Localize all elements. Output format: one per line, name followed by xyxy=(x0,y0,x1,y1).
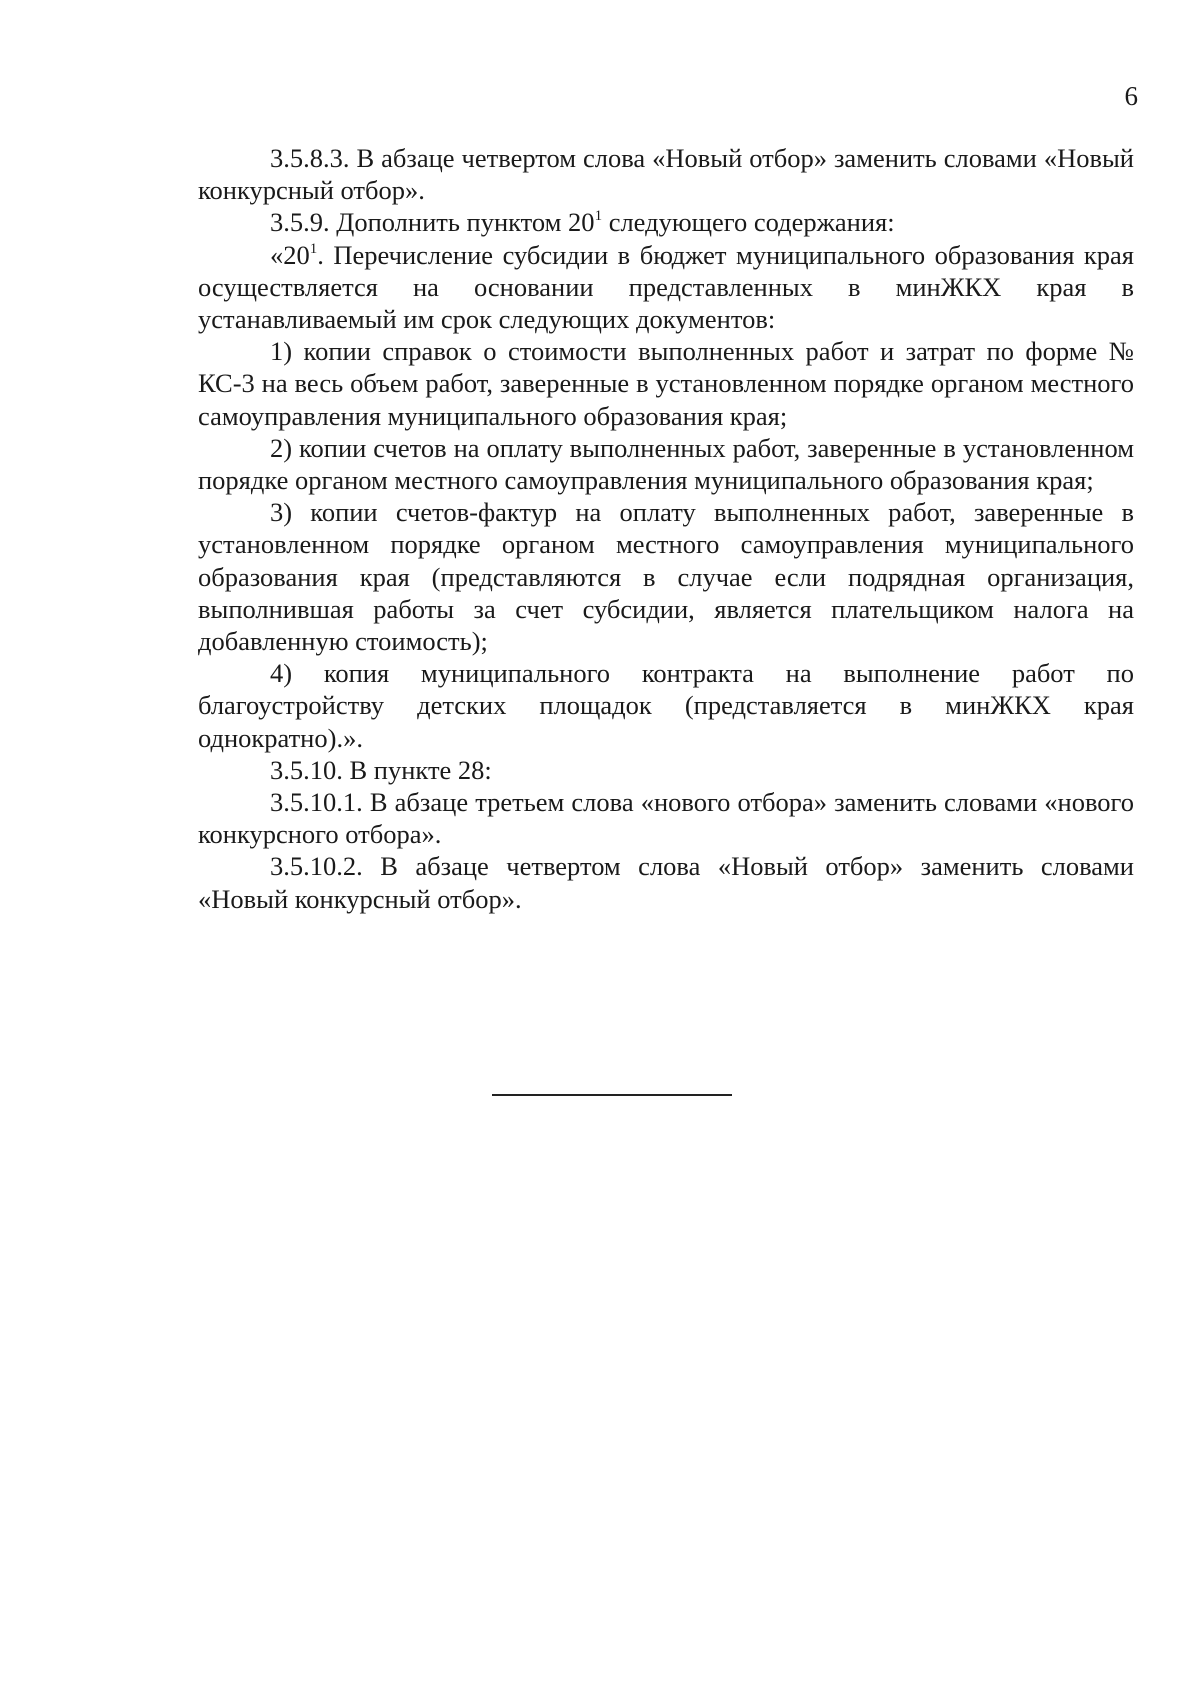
list-item-3: 3) копии счетов-фактур на оплату выполненных работ, заверенные в установленном порядке органом местного самоуправления муниципального образования края (представляются в случае если подрядная организация, выполнившая работы за счет субсидии, является плательщиком налога на добавленную стоимость); xyxy=(198,497,1134,657)
page-number: 6 xyxy=(1124,81,1138,111)
paragraph-text: . Перечисление субсидии в бюджет муниципального образования края осуществляется на основании представленных в минЖКХ края в устанавливаемый им срок следующих документов: xyxy=(198,239,1134,335)
paragraph-point-20-1 xyxy=(198,239,1134,336)
paragraph-3-5-9 xyxy=(198,206,1134,238)
paragraph-3-5-10: 3.5.10. В пункте 28: xyxy=(270,754,492,785)
list-item-4: 4) копия муниципального контракта на выполнение работ по благоустройству детских площадок (представляется в минЖКХ края однократно).». xyxy=(198,658,1134,753)
paragraph-text: следующего содержания: xyxy=(602,207,895,238)
list-item-2: 2) копии счетов на оплату выполненных работ, заверенные в установленном порядке органом местного самоуправления муниципального образования края; xyxy=(198,432,1134,496)
paragraph-text: «20 xyxy=(270,239,310,270)
superscript-index: 1 xyxy=(309,240,318,257)
superscript-index: 1 xyxy=(594,208,603,225)
paragraph-3-5-8-3: 3.5.8.3. В абзаце четвертом слова «Новый отбор» заменить словами «Новый конкурсный отбор». xyxy=(198,143,1134,206)
paragraph-text: 3.5.9. Дополнить пунктом 20 xyxy=(270,207,595,238)
paragraph-3-5-10-2: 3.5.10.2. В абзаце четвертом слова «Новый отбор» заменить словами «Новый конкурсный отбор». xyxy=(198,851,1134,914)
paragraph-3-5-10-1: 3.5.10.1. В абзаце третьем слова «нового отбора» заменить словами «нового конкурсного отбора». xyxy=(198,787,1134,850)
end-of-document-rule xyxy=(492,1094,732,1096)
document-body xyxy=(198,142,1134,915)
list-item-1: 1) копии справок о стоимости выполненных работ и затрат по форме № КС-3 на весь объем работ, заверенные в установленном порядке органом местного самоуправления муниципального образования края; xyxy=(198,336,1134,431)
